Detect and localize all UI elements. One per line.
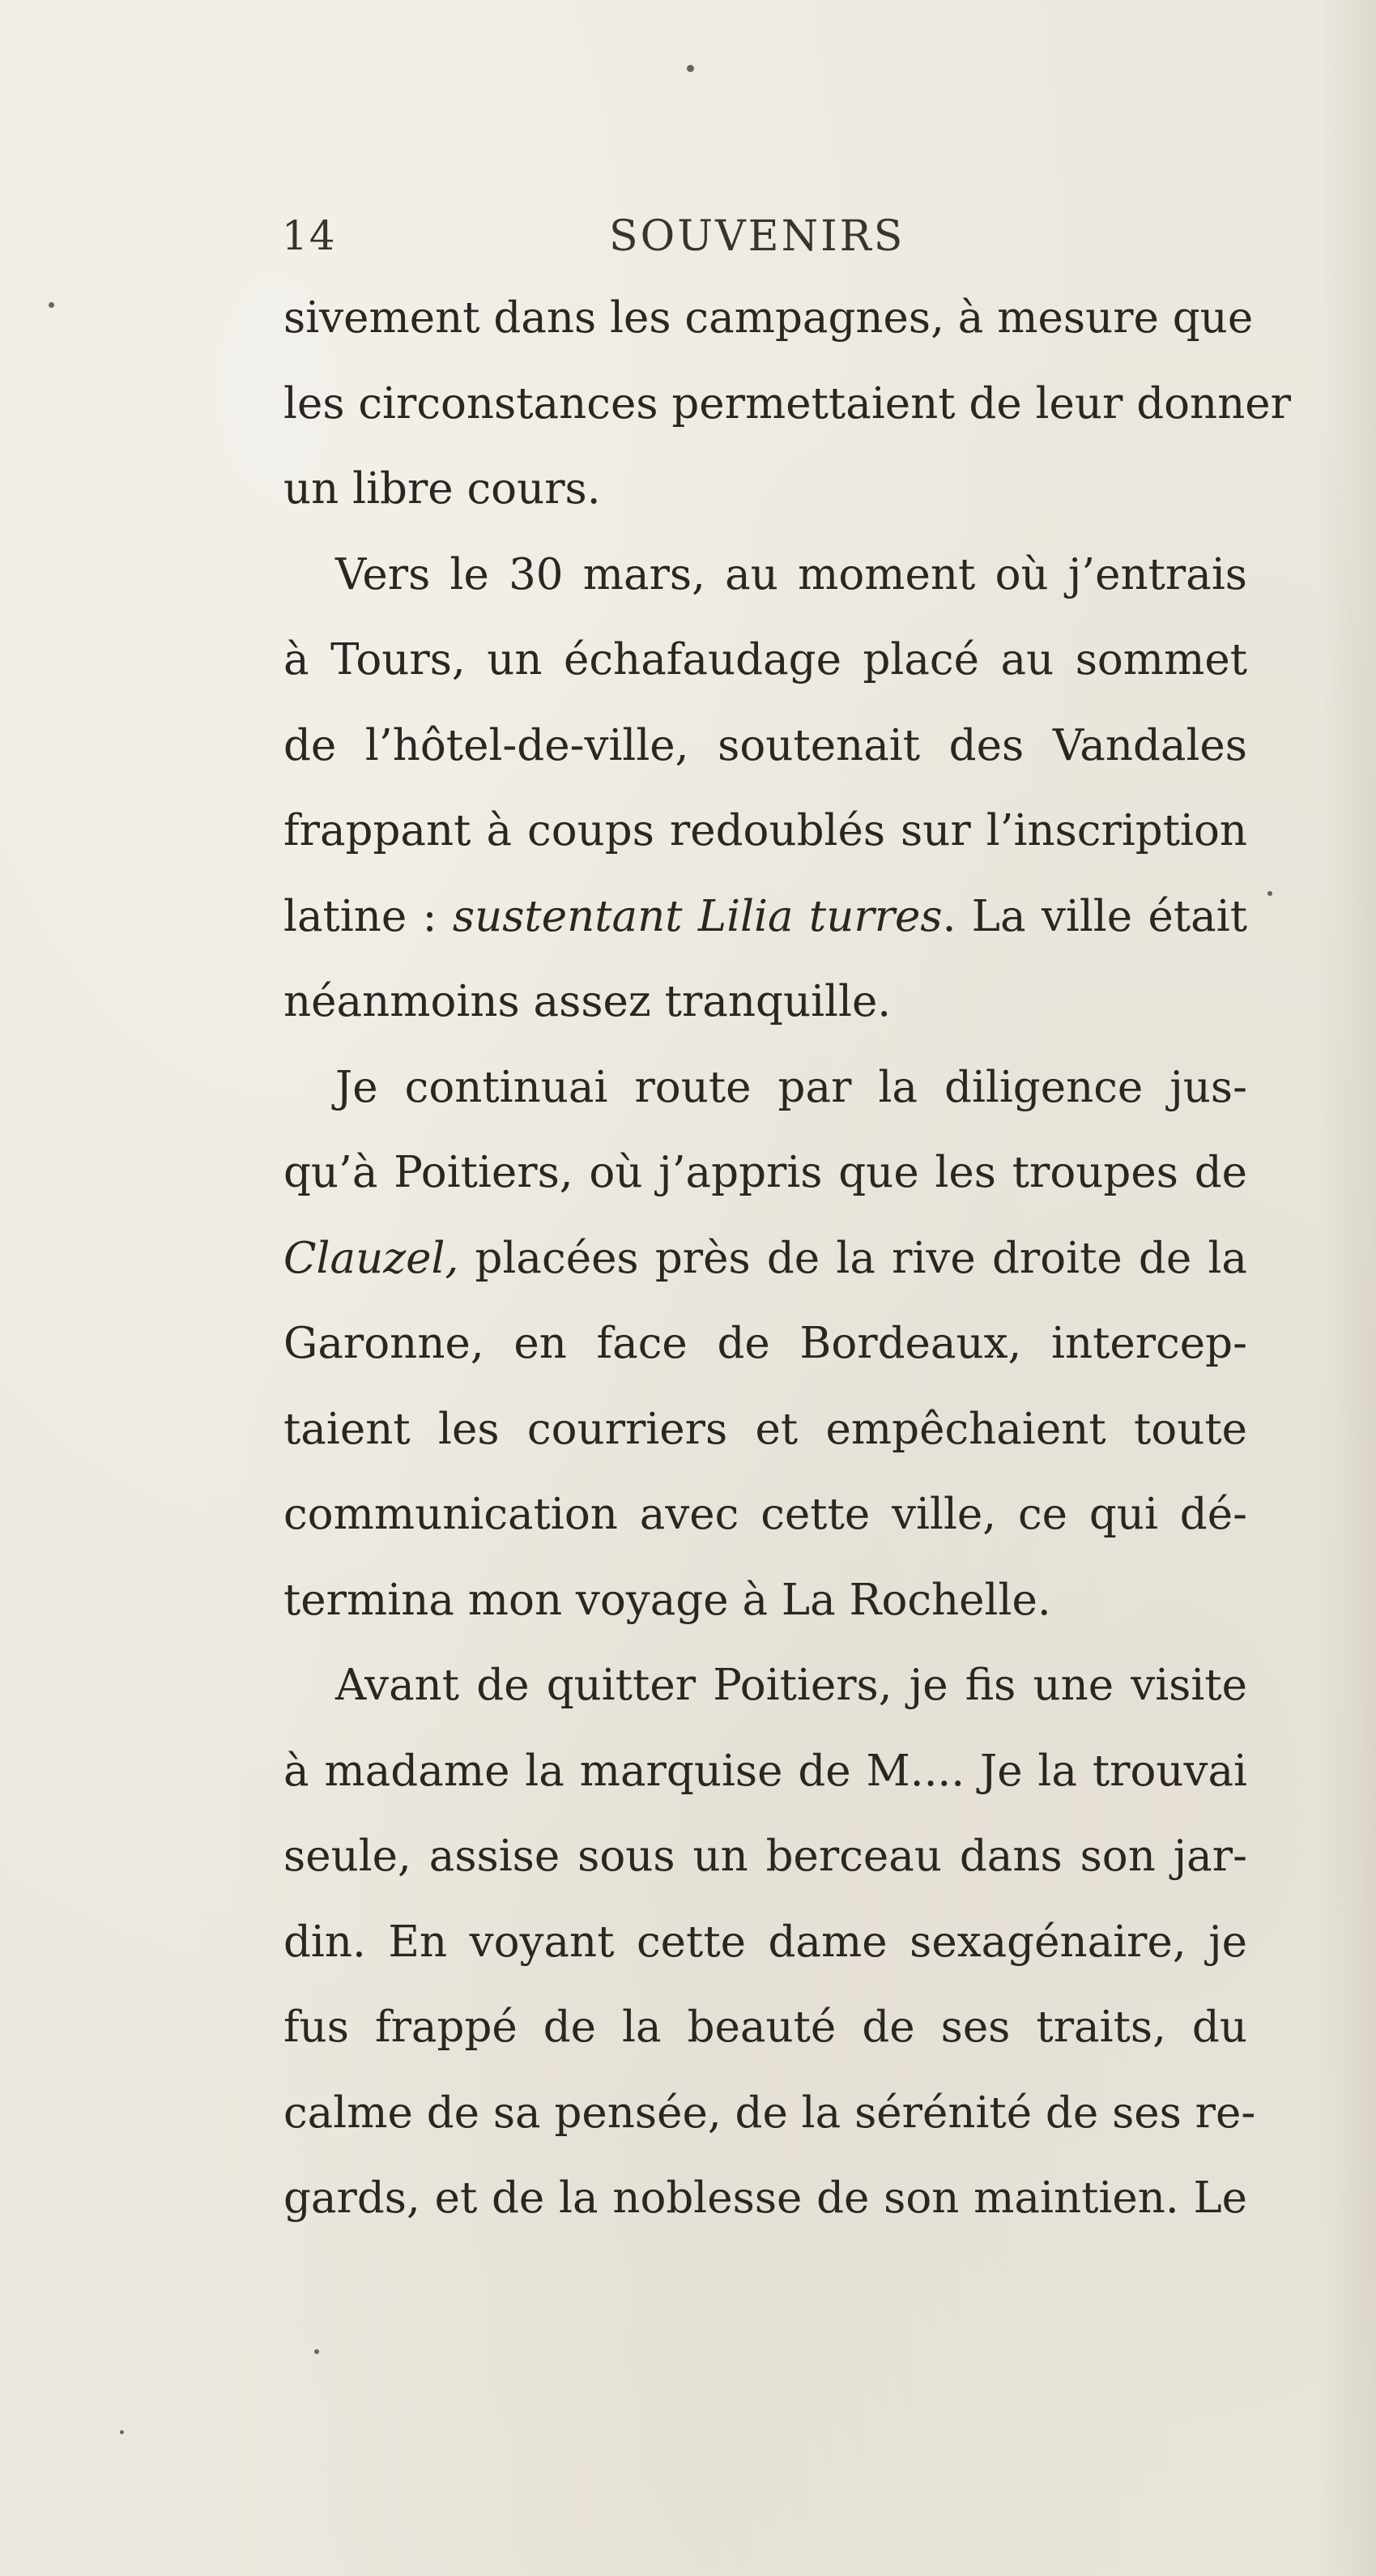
text-line: Garonne, en face de Bordeaux, intercep- <box>283 1319 1247 1368</box>
text-segment: . La ville était <box>942 891 1247 941</box>
paper-speck <box>49 302 54 308</box>
text-line: din. En voyant cette dame sexagénaire, je <box>283 1917 1247 1967</box>
paragraph-3 <box>283 1045 1247 1644</box>
paragraph-1 <box>283 275 1291 532</box>
body-text <box>283 275 1291 2241</box>
name-clauzel: Clauzel, <box>283 1233 459 1283</box>
text-line: termina mon voyage à La Rochelle. <box>283 1575 1051 1625</box>
text-line: sivement dans les campagnes, à mesure que <box>283 293 1254 343</box>
paper-speck <box>687 65 694 72</box>
text-line: un libre cours. <box>283 464 601 514</box>
text-line: calme de sa pensée, de la sérénité de ses re- <box>283 2088 1256 2138</box>
paragraph-4 <box>283 1643 1256 2241</box>
text-line: qu’à Poitiers, où j’appris que les troupes de <box>283 1148 1247 1197</box>
text-line: à Tours, un échafaudage placé au sommet <box>283 635 1247 685</box>
latin-inscription: sustentant Lilia turres <box>452 891 943 941</box>
paper-speck <box>120 2430 124 2434</box>
text-line: taient les courriers et empêchaient toute <box>283 1404 1247 1454</box>
text-line: Je continuai route par la diligence jus- <box>335 1062 1247 1112</box>
text-line <box>283 874 1247 960</box>
paragraph-2 <box>283 532 1247 1045</box>
text-line: néanmoins assez tranquille. <box>283 977 892 1026</box>
text-line: frappant à coups redoublés sur l’inscription <box>283 806 1247 855</box>
text-line: fus frappé de la beauté de ses traits, du <box>283 2002 1247 2052</box>
text-segment: placées près de la rive droite de la <box>458 1233 1247 1283</box>
text-line: à madame la marquise de M.... Je la trouvai <box>283 1746 1247 1796</box>
text-line: les circonstances permettaient de leur donner <box>283 378 1291 429</box>
text-line: de l’hôtel-de-ville, soutenait des Vandales <box>283 720 1247 770</box>
page-edge-shadow <box>1319 0 1376 2576</box>
paper-speck <box>314 2349 319 2354</box>
text-line <box>283 1216 1247 1302</box>
paper-speck <box>1267 891 1272 896</box>
text-line: Vers le 30 mars, au moment où j’entrais <box>335 549 1247 599</box>
text-line: seule, assise sous un berceau dans son jar- <box>283 1832 1247 1881</box>
running-title: SOUVENIRS <box>609 212 905 261</box>
text-line: communication avec cette ville, ce qui dé- <box>283 1490 1247 1539</box>
text-line: Avant de quitter Poitiers, je fis une visite <box>335 1661 1247 1710</box>
text-segment: latine : <box>283 891 453 941</box>
page-number: 14 <box>282 212 337 259</box>
text-line: gards, et de la noblesse de son maintien. Le <box>283 2173 1247 2223</box>
running-head <box>282 212 914 269</box>
